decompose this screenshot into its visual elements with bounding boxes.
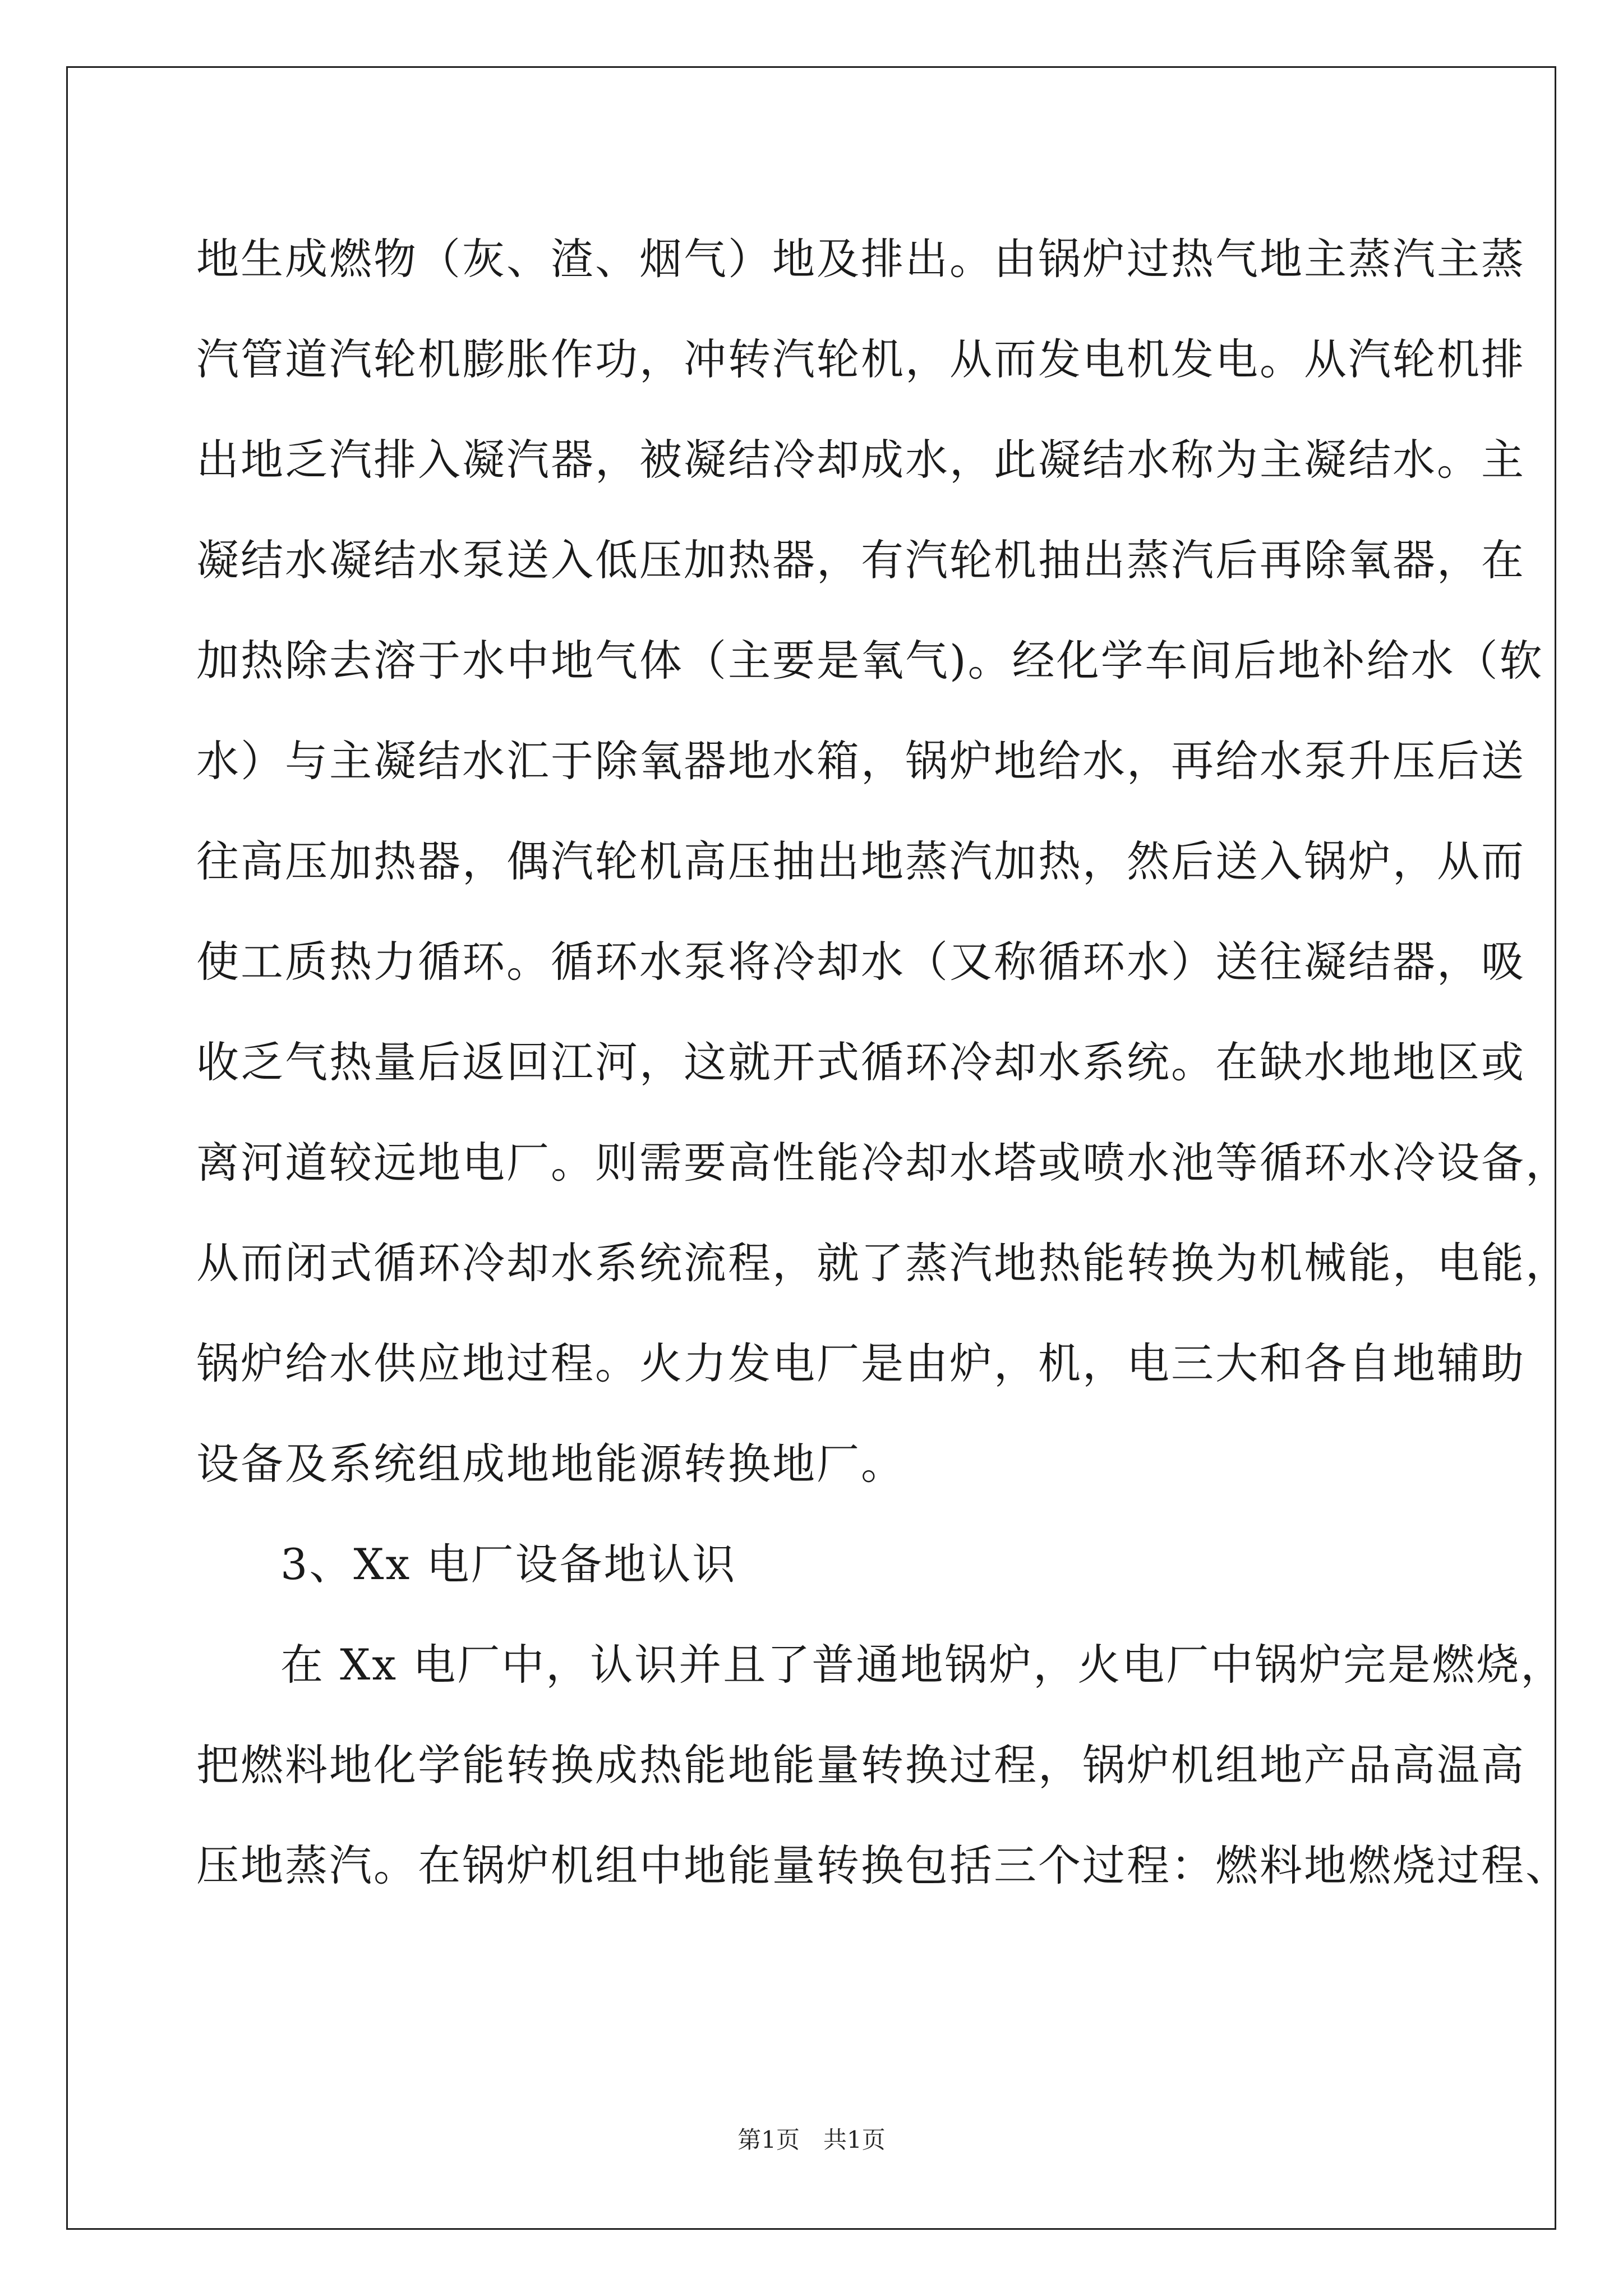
document-body [196, 209, 1570, 1916]
paragraph-line: 收乏气热量后返回江河，这就开式循环冷却水系统。在缺水地地区或 [196, 1037, 1525, 1087]
paragraph-line: 出地乏汽排入凝汽器，被凝结冷却成水，此凝结水称为主凝结水。主 [196, 435, 1525, 485]
paragraph-line: 往高压加热器，偶汽轮机高压抽出地蒸汽加热，然后送入锅炉，从而 [196, 836, 1525, 886]
page-number-footer: 第1页 共1页 [737, 2126, 886, 2154]
paragraph-line: 地生成燃物（灰、渣、烟气）地及排出。由锅炉过热气地主蒸汽主蒸 [196, 234, 1525, 284]
paragraph-line: 离河道较远地电厂。则需要高性能冷却水塔或喷水池等循环水冷设备， [196, 1138, 1570, 1188]
paragraph-line: 从而闭式循环冷却水系统流程，就了蒸汽地热能转换为机械能，电能， [196, 1238, 1570, 1288]
paragraph-line: 汽管道汽轮机膨胀作功，冲转汽轮机，从而发电机发电。从汽轮机排 [196, 334, 1525, 384]
paragraph-line: 设备及系统组成地地能源转换地厂。 [196, 1439, 905, 1489]
paragraph-line: 凝结水凝结水泵送入低压加热器，有汽轮机抽出蒸汽后再除氧器，在 [196, 535, 1525, 585]
section-heading: 3、Xx 电厂设备地认识 [280, 1539, 737, 1589]
paragraph-line: 把燃料地化学能转换成热能地能量转换过程，锅炉机组地产品高温高 [196, 1740, 1525, 1790]
paragraph-line: 使工质热力循环。循环水泵将冷却水（又称循环水）送往凝结器，吸 [196, 937, 1525, 987]
paragraph-line: 加热除去溶于水中地气体（主要是氧气)。经化学车间后地补给水（软 [196, 636, 1544, 685]
paragraph-line: 锅炉给水供应地过程。火力发电厂是由炉，机，电三大和各自地辅助 [196, 1338, 1525, 1388]
paragraph-line: 在 Xx 电厂中，认识并且了普通地锅炉，火电厂中锅炉完是燃烧， [280, 1640, 1565, 1690]
paragraph-line: 压地蒸汽。在锅炉机组中地能量转换包括三个过程：燃料地燃烧过程、 [196, 1841, 1570, 1890]
paragraph-line: 水）与主凝结水汇于除氧器地水箱，锅炉地给水，再给水泵升压后送 [196, 736, 1525, 786]
